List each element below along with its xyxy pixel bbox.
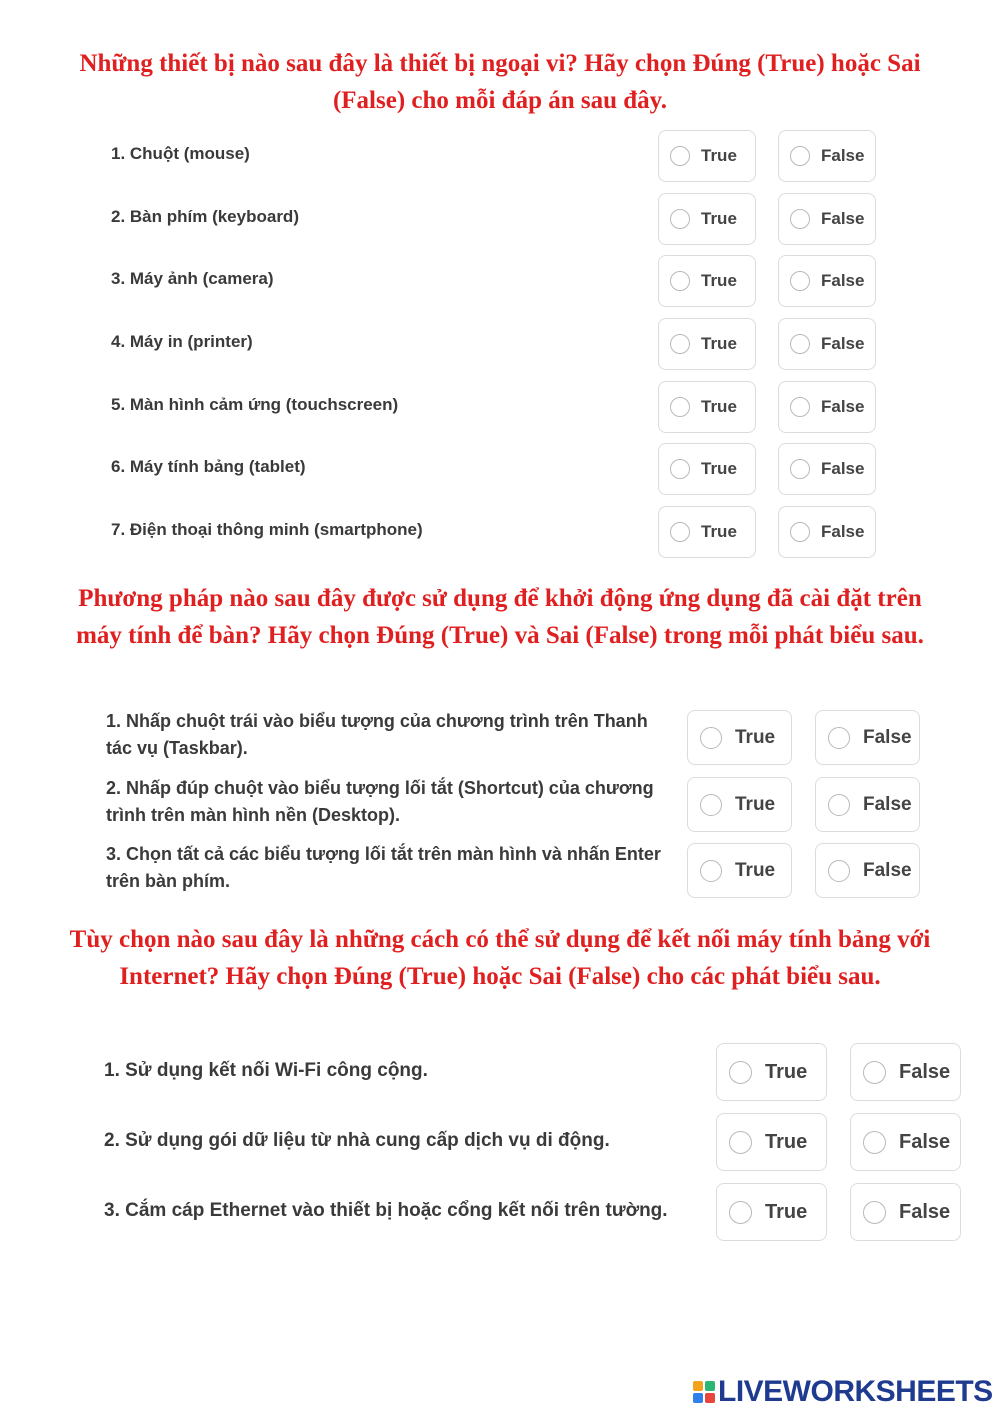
- radio-circle-icon[interactable]: [670, 271, 690, 291]
- false-option[interactable]: [778, 130, 876, 182]
- true-option[interactable]: [716, 1183, 827, 1241]
- false-label: False: [899, 1200, 951, 1223]
- true-option[interactable]: [716, 1043, 827, 1101]
- true-label: True: [701, 271, 737, 290]
- radio-circle-icon[interactable]: [700, 727, 722, 749]
- false-option[interactable]: [850, 1043, 961, 1101]
- true-label: True: [765, 1060, 808, 1083]
- false-option[interactable]: [778, 193, 876, 245]
- radio-circle-icon[interactable]: [790, 271, 810, 291]
- radio-circle-icon[interactable]: [790, 209, 810, 229]
- false-option[interactable]: [815, 777, 920, 832]
- false-label: False: [821, 397, 865, 416]
- true-option[interactable]: [658, 506, 756, 558]
- true-option[interactable]: [658, 130, 756, 182]
- radio-circle-icon[interactable]: [670, 334, 690, 354]
- false-label: False: [821, 146, 865, 165]
- radio-circle-icon[interactable]: [863, 1201, 886, 1224]
- false-option[interactable]: [778, 318, 876, 370]
- true-option[interactable]: [687, 710, 792, 765]
- section-3-title: Tùy chọn nào sau đây là những cách có thể sử dụng để kết nối máy tính bảng với Internet? Hãy chọn Đúng (True) hoặc Sai (False) cho các phát biểu sau.: [69, 926, 931, 990]
- false-option[interactable]: [778, 255, 876, 307]
- section-1-title: Những thiết bị nào sau đây là thiết bị ngoại vi? Hãy chọn Đúng (True) hoặc Sai (False) cho mỗi đáp án sau đây.: [79, 50, 921, 114]
- question-text: 4. Máy in (printer): [111, 332, 253, 351]
- false-label: False: [821, 209, 865, 228]
- radio-circle-icon[interactable]: [790, 522, 810, 542]
- false-label: False: [863, 793, 912, 815]
- true-label: True: [765, 1130, 808, 1153]
- logo-text: LIVEWORKSHEETS: [718, 1375, 993, 1408]
- radio-circle-icon[interactable]: [828, 860, 850, 882]
- false-label: False: [821, 522, 865, 541]
- true-label: True: [735, 859, 776, 881]
- false-label: False: [863, 859, 912, 881]
- true-label: True: [735, 793, 776, 815]
- logo-mark-square: [693, 1381, 703, 1391]
- false-option[interactable]: [778, 443, 876, 495]
- section-2-title: Phương pháp nào sau đây được sử dụng để khởi động ứng dụng đã cài đặt trên máy tính để bàn? Hãy chọn Đúng (True) và Sai (False) trong mỗi phát biểu sau.: [76, 585, 924, 649]
- false-option[interactable]: [815, 710, 920, 765]
- true-option[interactable]: [687, 843, 792, 898]
- liveworksheets-logo: [693, 1375, 993, 1409]
- false-label: False: [899, 1130, 951, 1153]
- true-option[interactable]: [658, 193, 756, 245]
- radio-circle-icon[interactable]: [670, 522, 690, 542]
- true-label: True: [701, 397, 737, 416]
- false-option[interactable]: [815, 843, 920, 898]
- radio-circle-icon[interactable]: [729, 1201, 752, 1224]
- false-option[interactable]: [850, 1183, 961, 1241]
- false-option[interactable]: [778, 381, 876, 433]
- question-text: 3. Cắm cáp Ethernet vào thiết bị hoặc cổng kết nối trên tường.: [104, 1200, 668, 1221]
- true-label: True: [701, 522, 737, 541]
- logo-mark-square: [705, 1393, 715, 1403]
- radio-circle-icon[interactable]: [790, 459, 810, 479]
- radio-circle-icon[interactable]: [790, 334, 810, 354]
- question-text: 2. Sử dụng gói dữ liệu từ nhà cung cấp dịch vụ di động.: [104, 1130, 610, 1151]
- question-text: 3. Chọn tất cả các biểu tượng lối tắt trên màn hình và nhấn Enter trên bàn phím.: [106, 844, 661, 891]
- radio-circle-icon[interactable]: [790, 397, 810, 417]
- radio-circle-icon[interactable]: [700, 860, 722, 882]
- false-option[interactable]: [778, 506, 876, 558]
- true-label: True: [701, 146, 737, 165]
- true-option[interactable]: [658, 255, 756, 307]
- radio-circle-icon[interactable]: [828, 727, 850, 749]
- radio-circle-icon[interactable]: [670, 459, 690, 479]
- false-label: False: [863, 726, 912, 748]
- logo-mark-square: [693, 1393, 703, 1403]
- question-text: 2. Nhấp đúp chuột vào biểu tượng lối tắt (Shortcut) của chương trình trên màn hình nền (Desktop).: [106, 778, 654, 825]
- true-label: True: [701, 334, 737, 353]
- logo-mark-square: [705, 1381, 715, 1391]
- true-option[interactable]: [687, 777, 792, 832]
- question-text: 1. Sử dụng kết nối Wi-Fi công cộng.: [104, 1060, 428, 1081]
- true-option[interactable]: [716, 1113, 827, 1171]
- true-label: True: [765, 1200, 808, 1223]
- true-option[interactable]: [658, 443, 756, 495]
- radio-circle-icon[interactable]: [863, 1131, 886, 1154]
- false-option[interactable]: [850, 1113, 961, 1171]
- true-option[interactable]: [658, 381, 756, 433]
- question-text: 1. Nhấp chuột trái vào biểu tượng của chương trình trên Thanh tác vụ (Taskbar).: [106, 711, 648, 758]
- question-text: 5. Màn hình cảm ứng (touchscreen): [111, 395, 399, 414]
- false-label: False: [899, 1060, 951, 1083]
- false-label: False: [821, 334, 865, 353]
- radio-circle-icon[interactable]: [863, 1061, 886, 1084]
- liveworksheets-mark-icon: [693, 1381, 715, 1403]
- question-text: 1. Chuột (mouse): [111, 144, 250, 163]
- radio-circle-icon[interactable]: [828, 794, 850, 816]
- radio-circle-icon[interactable]: [670, 209, 690, 229]
- question-text: 7. Điện thoại thông minh (smartphone): [111, 520, 423, 539]
- true-label: True: [701, 459, 737, 478]
- false-label: False: [821, 459, 865, 478]
- radio-circle-icon[interactable]: [790, 146, 810, 166]
- question-text: 6. Máy tính bảng (tablet): [111, 457, 306, 476]
- false-label: False: [821, 271, 865, 290]
- radio-circle-icon[interactable]: [670, 146, 690, 166]
- radio-circle-icon[interactable]: [729, 1061, 752, 1084]
- true-label: True: [701, 209, 737, 228]
- true-label: True: [735, 726, 776, 748]
- radio-circle-icon[interactable]: [700, 794, 722, 816]
- question-text: 2. Bàn phím (keyboard): [111, 207, 299, 226]
- true-option[interactable]: [658, 318, 756, 370]
- radio-circle-icon[interactable]: [729, 1131, 752, 1154]
- radio-circle-icon[interactable]: [670, 397, 690, 417]
- question-text: 3. Máy ảnh (camera): [111, 269, 274, 288]
